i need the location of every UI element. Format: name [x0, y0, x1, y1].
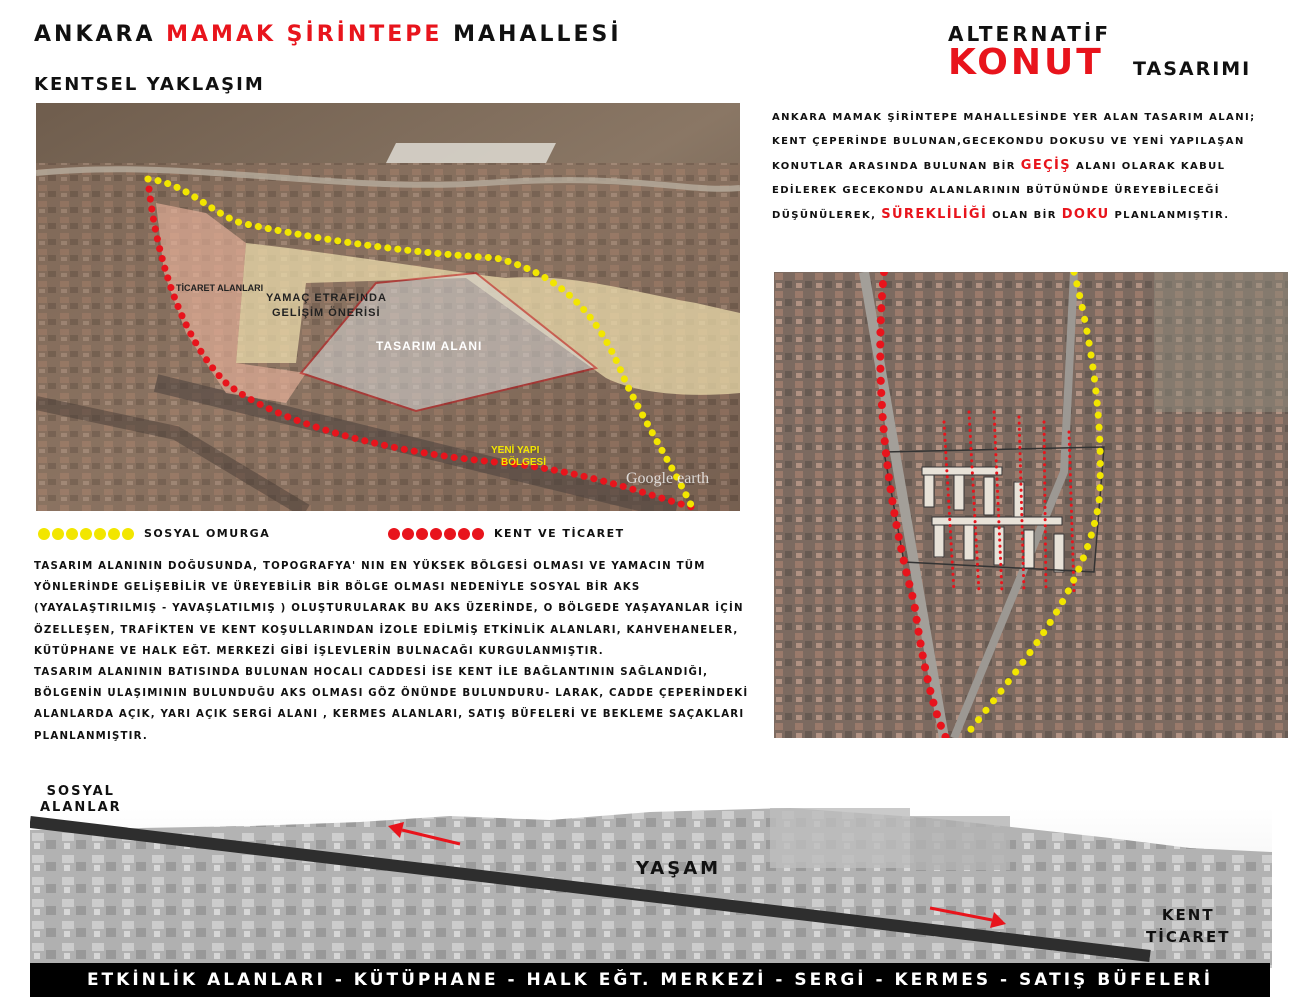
label-kent-line1: KENT: [1161, 906, 1215, 924]
label-kent-line2: TİCARET: [1146, 928, 1231, 946]
site-plan-image: [774, 272, 1288, 738]
intro-seg2: ALANI OLARAK KABUL EDİLEREK GECEKONDU ALANLARININ BÜTÜNÜNDE ÜREYEBİLECEĞİ DÜŞÜNÜLEREK,: [772, 161, 1226, 221]
map-label-yamac: YAMAÇ ETRAFINDA: [266, 292, 387, 304]
label-yasam: YAŞAM: [636, 858, 722, 879]
label-kent-ticaret: [1146, 904, 1230, 948]
right-title-konut: KONUT: [948, 42, 1104, 83]
aerial-site-image: [36, 103, 740, 511]
google-earth-watermark: Google earth: [626, 470, 710, 487]
section-subtitle: KENTSEL YAKLAŞIM: [34, 74, 265, 95]
intro-highlight-sureklilik: SÜREKLİLİĞİ: [881, 207, 988, 222]
right-title-tasarimi: TASARIMI: [1133, 58, 1252, 80]
title-part-mahallesi: MAHALLESİ: [442, 22, 622, 47]
intro-highlight-doku: DOKU: [1061, 207, 1110, 222]
street-section-image: [30, 808, 1272, 968]
intro-seg3: OLAN BİR: [987, 210, 1062, 221]
title-part-mamak: MAMAK ŞİRİNTEPE: [166, 22, 443, 47]
title-part-ankara: ANKARA: [34, 22, 167, 47]
legend-kent-ticaret: [388, 527, 625, 540]
map-label-ticaret: TİCARET ALANLARI: [176, 283, 264, 293]
label-sosyal-line2: ALANLAR: [40, 800, 122, 815]
description-paragraph-1: TASARIM ALANININ DOĞUSUNDA, TOPOGRAFYA' NIN EN YÜKSEK BÖLGESİ OLMASI VE YAMACIN TÜM YÖNLERİNDE GELİŞEBİLİR VE ÜREYEBİLİR BİR BÖLGE OLMASI NEDENİYLE SOSYAL BİR AKS (YAYALAŞTIRILMIŞ - YAVAŞLATILMIŞ ) OLUŞTURULARAK BU AKS ÜZERİNDE, O BÖLGEDE YAŞAYANLAR İÇİN ÖZELLEŞEN, TRAFİKTEN VE KENT KOŞULLARINDAN İZOLE EDİLMİŞ ETKİNLİK ALANLARI, KAHVEHANELER, KÜTÜPHANE VE HALK EĞT. MERKEZİ GİBİ İŞLEVLERİN BULNACAĞI KURGULANMIŞTIR.: [34, 561, 744, 657]
label-sosyal-alanlar: [40, 784, 122, 816]
right-title-alternatif: ALTERNATİF: [948, 22, 1112, 46]
footer-function-bar: ETKİNLİK ALANLARI - KÜTÜPHANE - HALK EĞT. MERKEZİ - SERGİ - KERMES - SATIŞ BÜFELERİ: [30, 963, 1270, 997]
legend-red-label: KENT VE TİCARET: [494, 527, 625, 540]
map-label-gelisim: GELİŞİM ÖNERİSİ: [272, 307, 381, 319]
map-label-yeni: YENİ YAPI: [491, 445, 540, 456]
intro-highlight-gecis: GEÇİŞ: [1020, 158, 1072, 173]
map-label-bolgesi: BÖLGESİ: [501, 457, 547, 468]
intro-seg1: ANKARA MAMAK ŞİRİNTEPE MAHALLESİNDE YER ALAN TASARIM ALANI; KENT ÇEPERİNDE BULUNAN,GECEKONDU DOKUSU VE YENİ YAPILAŞAN KONUTLAR ARASINDA BULUNAN BİR: [772, 112, 1256, 172]
legend-yellow-dots: [38, 528, 134, 540]
map-label-tasarim: TASARIM ALANI: [376, 339, 483, 353]
legend-yellow-label: SOSYAL OMURGA: [144, 527, 271, 540]
legend-red-dots: [388, 528, 484, 540]
description-text: [34, 556, 764, 747]
page-title: [34, 22, 622, 47]
intro-seg4: PLANLANMIŞTIR.: [1109, 210, 1230, 221]
description-paragraph-2: TASARIM ALANININ BATISINDA BULUNAN HOCALI CADDESİ İSE KENT İLE BAĞLANTININ SAĞLANDIĞI, BÖLGENİN ULAŞIMININ BULUNDUĞU AKS OLMASI GÖZ ÖNÜNDE BULUNDURU- LARAK, CADDE ÇEPERİNDEKİ ALANLARDA AÇIK, YARI AÇIK SERGİ ALANI , KERMES ALANLARI, SATIŞ BÜFELERİ VE BEKLEME SAÇAKLARI PLANLANMIŞTIR.: [34, 667, 749, 742]
intro-paragraph: [772, 106, 1292, 228]
label-sosyal-line1: SOSYAL: [46, 784, 115, 799]
legend-sosyal-omurga: [38, 527, 270, 540]
street-section-svg: [30, 808, 1272, 968]
site-plan-svg: [774, 272, 1288, 738]
aerial-site-svg: [36, 103, 740, 511]
